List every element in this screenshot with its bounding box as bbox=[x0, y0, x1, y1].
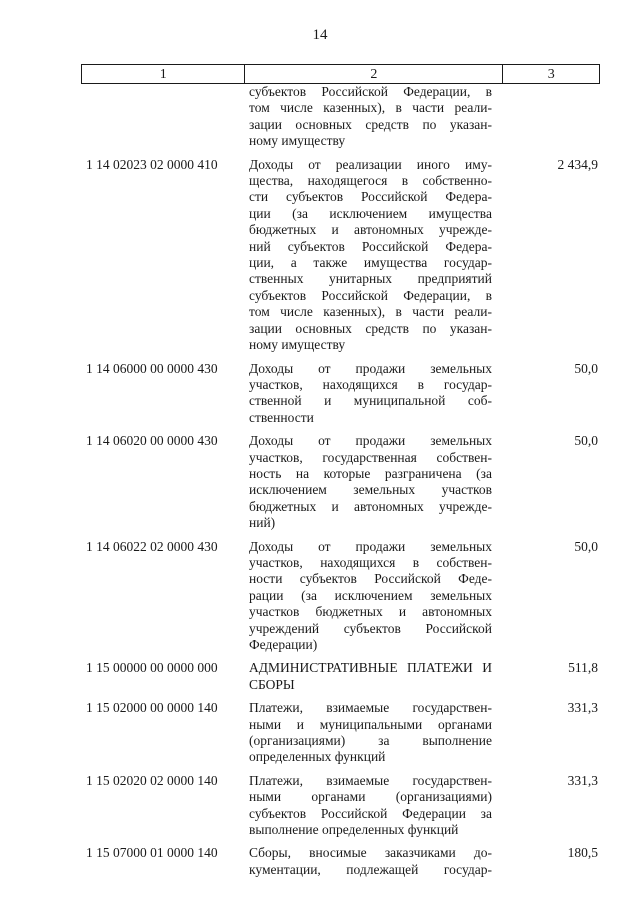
row-spacer bbox=[81, 766, 600, 773]
description-cell bbox=[245, 660, 504, 693]
description-cell bbox=[245, 361, 504, 427]
amount-cell: 50,0 bbox=[574, 433, 598, 449]
amount-cell: 511,8 bbox=[568, 660, 598, 676]
description-line: ственной и муниципальной соб- bbox=[249, 393, 492, 409]
budget-code-cell: 1 14 06022 02 0000 430 bbox=[86, 538, 218, 554]
row-spacer bbox=[81, 693, 600, 700]
description-cell bbox=[245, 433, 504, 531]
description-line: бюджетных и автономных учрежде- bbox=[249, 498, 492, 514]
table-row bbox=[81, 539, 600, 654]
table-header-row bbox=[81, 64, 600, 84]
description-line: ственности bbox=[249, 409, 314, 425]
budget-code-cell: 1 15 00000 00 0000 000 bbox=[86, 660, 218, 676]
description-line: участков, находящихся в государ- bbox=[249, 376, 492, 392]
description-line: (организациями) за выполнение bbox=[249, 733, 492, 749]
description-line: Сборы, вносимые заказчиками до- bbox=[249, 845, 492, 861]
table-row bbox=[81, 157, 600, 354]
amount-cell: 331,3 bbox=[567, 700, 598, 716]
table-row bbox=[81, 361, 600, 427]
description-cell bbox=[245, 84, 504, 150]
description-line: рации (за исключением земельных bbox=[249, 587, 492, 603]
budget-code-cell: 1 15 02020 02 0000 140 bbox=[86, 772, 218, 788]
description-line: ность на которые разграничена (за bbox=[249, 465, 492, 481]
description-line: ными и муниципальными органами bbox=[249, 716, 492, 732]
table-row bbox=[81, 845, 600, 878]
row-spacer bbox=[81, 354, 600, 361]
description-line: ний субъектов Российской Федера- bbox=[249, 238, 492, 254]
table-body bbox=[81, 84, 600, 878]
description-line: зации основных средств по указан- bbox=[249, 320, 492, 336]
description-line: выполнение определенных функций bbox=[249, 822, 459, 838]
description-line: зации основных средств по указан- bbox=[249, 116, 492, 132]
description-line: ности субъектов Российской Феде- bbox=[249, 571, 492, 587]
description-line: Доходы от продажи земельных bbox=[249, 433, 492, 449]
description-line: Доходы от продажи земельных bbox=[249, 538, 492, 554]
amount-cell: 50,0 bbox=[574, 538, 598, 554]
description-line: субъектов Российской Федерации, в bbox=[249, 84, 492, 99]
description-line: бюджетных и автономных учрежде- bbox=[249, 222, 492, 238]
description-line: ными органами (организациями) bbox=[249, 789, 492, 805]
table-row bbox=[81, 773, 600, 839]
description-cell bbox=[245, 157, 504, 354]
table-row bbox=[81, 433, 600, 531]
description-cell bbox=[245, 845, 504, 878]
column-header-3: 3 bbox=[547, 67, 555, 82]
description-line: определенных функций bbox=[249, 749, 386, 765]
amount-cell: 180,5 bbox=[567, 845, 598, 861]
description-line: АДМИНИСТРАТИВНЫЕ ПЛАТЕЖИ И bbox=[249, 660, 492, 676]
description-line: том числе казенных), в части реали- bbox=[249, 100, 492, 116]
description-line: Платежи, взимаемые государствен- bbox=[249, 700, 492, 716]
budget-code-cell: 1 14 06000 00 0000 430 bbox=[86, 360, 218, 376]
description-line: Платежи, взимаемые государствен- bbox=[249, 772, 492, 788]
table-row bbox=[81, 660, 600, 693]
amount-cell: 50,0 bbox=[574, 360, 598, 376]
description-line: субъектов Российской Федерации за bbox=[249, 805, 492, 821]
description-line: ственных унитарных предприятий bbox=[249, 271, 492, 287]
row-spacer bbox=[81, 150, 600, 157]
description-line: ний) bbox=[249, 515, 276, 531]
description-line: участков, государственная собствен- bbox=[249, 449, 492, 465]
description-line: участков бюджетных и автономных bbox=[249, 604, 492, 620]
column-header-2: 2 bbox=[245, 65, 503, 83]
table-row bbox=[81, 700, 600, 766]
page-number: 14 bbox=[312, 27, 328, 43]
table-row bbox=[81, 84, 600, 150]
budget-code-cell: 1 14 06020 00 0000 430 bbox=[86, 433, 218, 449]
row-spacer bbox=[81, 653, 600, 660]
budget-code-cell: 1 14 02023 02 0000 410 bbox=[86, 156, 218, 172]
description-cell bbox=[245, 773, 504, 839]
description-line: ному имуществу bbox=[249, 337, 346, 353]
description-line: участков, находящихся в собствен- bbox=[249, 554, 492, 570]
description-line: ному имуществу bbox=[249, 133, 346, 149]
description-cell bbox=[245, 539, 504, 654]
budget-code-cell: 1 15 07000 01 0000 140 bbox=[86, 845, 218, 861]
description-cell bbox=[245, 700, 504, 766]
description-line: учреждений субъектов Российской bbox=[249, 620, 492, 636]
budget-code-cell: 1 15 02000 00 0000 140 bbox=[86, 700, 218, 716]
description-line: СБОРЫ bbox=[249, 676, 295, 692]
description-line: Федерации) bbox=[249, 637, 318, 652]
description-line: исключением земельных участков bbox=[249, 482, 492, 498]
description-line: кументации, подлежащей государ- bbox=[249, 861, 492, 877]
row-spacer bbox=[81, 426, 600, 433]
description-line: субъектов Российской Федерации, в bbox=[249, 287, 492, 303]
description-line: Доходы от продажи земельных bbox=[249, 360, 492, 376]
description-line: сти субъектов Российской Федера- bbox=[249, 189, 492, 205]
description-line: ции, а также имущества государ- bbox=[249, 255, 492, 271]
description-line: щества, находящегося в собственно- bbox=[249, 173, 492, 189]
amount-cell: 331,3 bbox=[567, 772, 598, 788]
description-line: Доходы от реализации иного иму- bbox=[249, 156, 492, 172]
row-spacer bbox=[81, 532, 600, 539]
revenue-table bbox=[81, 64, 600, 878]
description-line: том числе казенных), в части реали- bbox=[249, 304, 492, 320]
column-header-1: 1 bbox=[82, 65, 245, 83]
amount-cell: 2 434,9 bbox=[557, 156, 598, 172]
description-line: ции (за исключением имущества bbox=[249, 205, 492, 221]
row-spacer bbox=[81, 838, 600, 845]
